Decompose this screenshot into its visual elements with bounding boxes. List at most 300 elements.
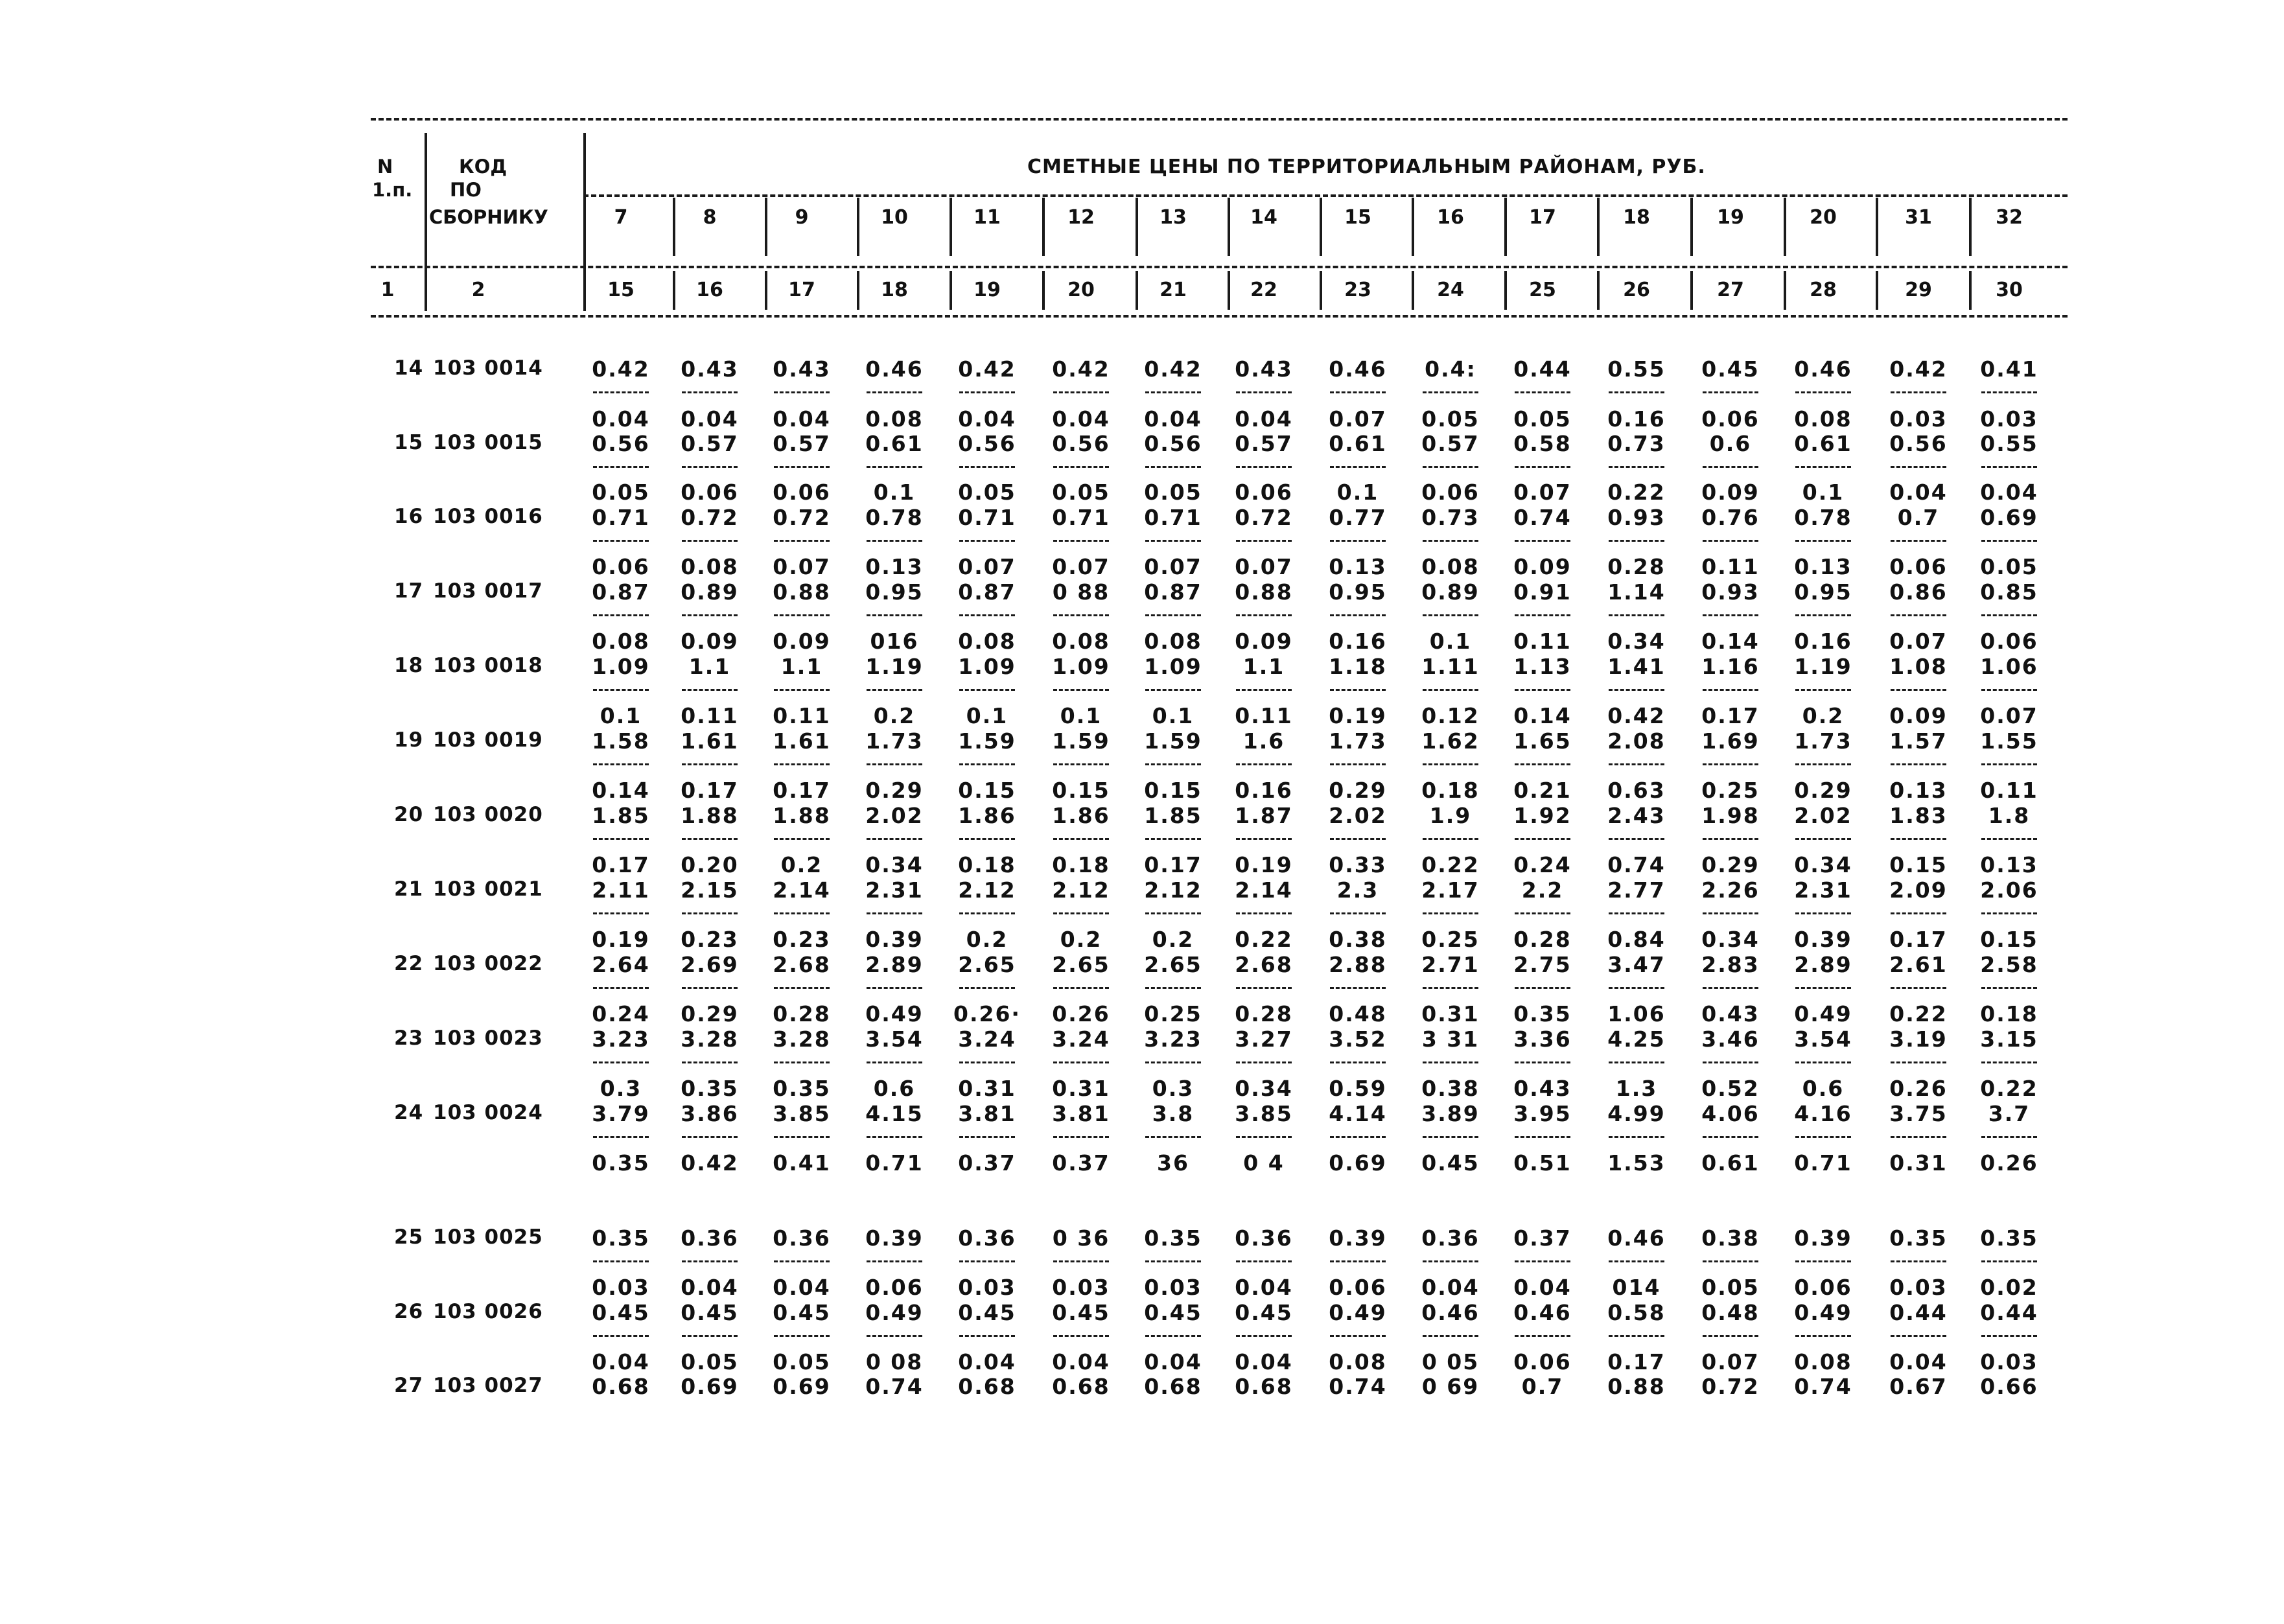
fraction-dash xyxy=(1515,1335,1570,1337)
value-cell: 0.72 xyxy=(1701,1374,1760,1399)
col-index: 23 xyxy=(1344,279,1371,301)
fraction-dash xyxy=(1053,540,1109,542)
fraction-dash xyxy=(1330,391,1386,393)
row-number: 20 xyxy=(394,803,424,826)
fraction-dash xyxy=(1981,1260,2037,1262)
fraction-dash xyxy=(1795,1260,1851,1262)
fraction-dash xyxy=(1423,391,1478,393)
value-cell: 0.26 xyxy=(1052,1001,1110,1027)
value-cell: 0.58 xyxy=(1513,431,1572,456)
region-divider xyxy=(1136,271,1138,310)
value-cell: 0.16 xyxy=(1329,629,1387,654)
value-cell: 1.3 xyxy=(1615,1076,1658,1101)
value-cell: 0.05 xyxy=(1421,406,1480,432)
value-cell: 0.04 xyxy=(592,1349,650,1375)
fraction-dash xyxy=(1891,1260,1946,1262)
value-cell: 0.87 xyxy=(958,579,1016,605)
value-cell: 0.11 xyxy=(681,703,739,728)
col-index: 17 xyxy=(788,279,815,301)
value-cell: 0.08 xyxy=(958,629,1016,654)
fraction-dash xyxy=(1609,1136,1664,1138)
value-cell: 0.1 xyxy=(1152,703,1194,728)
value-cell: 0.26 xyxy=(1980,1150,2038,1176)
value-cell: 0.06 xyxy=(1421,480,1480,505)
value-cell: 3.85 xyxy=(1235,1101,1293,1126)
value-cell: 0.42 xyxy=(1144,356,1202,382)
value-cell: 3.8 xyxy=(1152,1101,1194,1126)
fraction-dash xyxy=(682,614,738,616)
value-cell: 0.6 xyxy=(1802,1076,1845,1101)
fraction-dash xyxy=(1236,838,1292,840)
fraction-dash xyxy=(1053,466,1109,468)
value-cell: 0.71 xyxy=(592,505,650,530)
value-cell: 0.06 xyxy=(1980,629,2038,654)
value-cell: 0.59 xyxy=(1329,1076,1387,1101)
value-cell: 2.12 xyxy=(958,877,1016,903)
value-cell: 0.04 xyxy=(773,1275,831,1300)
fraction-dash xyxy=(1515,838,1570,840)
fraction-dash xyxy=(959,466,1015,468)
region-divider xyxy=(1597,271,1600,310)
fraction-dash xyxy=(1423,540,1478,542)
fraction-dash xyxy=(1145,391,1201,393)
value-cell: 0.25 xyxy=(1701,778,1760,803)
value-cell: 0.71 xyxy=(1144,505,1202,530)
value-cell: 2.12 xyxy=(1144,877,1202,903)
value-cell: 0.48 xyxy=(1329,1001,1387,1027)
region-divider xyxy=(673,271,675,310)
value-cell: 2.08 xyxy=(1607,728,1666,754)
value-cell: 2.11 xyxy=(592,877,650,903)
value-cell: 0.11 xyxy=(1980,778,2038,803)
fraction-dash xyxy=(774,466,830,468)
value-cell: 0.43 xyxy=(773,356,831,382)
value-cell: 0.2 xyxy=(780,852,823,877)
fraction-dash xyxy=(959,763,1015,765)
fraction-dash xyxy=(1236,763,1292,765)
value-cell: 3.19 xyxy=(1889,1027,1948,1052)
value-cell: 1.9 xyxy=(1429,803,1472,828)
header-mid-rule xyxy=(583,194,2068,197)
fraction-dash xyxy=(1795,838,1851,840)
value-cell: 4.06 xyxy=(1701,1101,1760,1126)
value-cell: 0.48 xyxy=(1701,1300,1760,1325)
fraction-dash xyxy=(1795,987,1851,989)
value-cell: 0.11 xyxy=(773,703,831,728)
value-cell: 0.04 xyxy=(1980,480,2038,505)
value-cell: 3.15 xyxy=(1980,1027,2038,1052)
value-cell: 0.03 xyxy=(1980,1349,2038,1375)
value-cell: 0 88 xyxy=(1052,579,1110,605)
value-cell: 0.28 xyxy=(773,1001,831,1027)
fraction-dash xyxy=(593,391,649,393)
value-cell: 0.38 xyxy=(1701,1225,1760,1251)
value-cell: 3.86 xyxy=(681,1101,739,1126)
value-cell: 0.07 xyxy=(773,554,831,579)
row-number: 24 xyxy=(394,1101,424,1124)
value-cell: 0.88 xyxy=(1607,1374,1666,1399)
region-divider xyxy=(1784,271,1786,310)
region-divider xyxy=(1504,198,1507,256)
value-cell: 0.42 xyxy=(1052,356,1110,382)
fraction-dash xyxy=(1795,1136,1851,1138)
value-cell: 0.2 xyxy=(1060,927,1102,952)
value-cell: 3.46 xyxy=(1701,1027,1760,1052)
fraction-dash xyxy=(1981,689,2037,691)
region-header: 19 xyxy=(1717,206,1744,229)
value-cell: 0.05 xyxy=(681,1349,739,1375)
value-cell: 0.08 xyxy=(1144,629,1202,654)
value-cell: 0.31 xyxy=(958,1076,1016,1101)
region-header: 10 xyxy=(881,206,908,229)
value-cell: 0.2 xyxy=(873,703,916,728)
col-index-n: 1 xyxy=(380,279,395,301)
fraction-dash xyxy=(1145,1260,1201,1262)
value-cell: 0.08 xyxy=(865,406,924,432)
value-cell: 0.61 xyxy=(1794,431,1852,456)
fraction-dash xyxy=(1795,1061,1851,1063)
fraction-dash xyxy=(774,1335,830,1337)
value-cell: 0.56 xyxy=(1889,431,1948,456)
n-label: N xyxy=(377,156,393,178)
value-cell: 4.15 xyxy=(865,1101,924,1126)
fraction-dash xyxy=(593,1260,649,1262)
value-cell: 3.95 xyxy=(1513,1101,1572,1126)
fraction-dash xyxy=(1236,1335,1292,1337)
value-cell: 0.6 xyxy=(873,1076,916,1101)
value-cell: 0.15 xyxy=(1889,852,1948,877)
fraction-dash xyxy=(1423,614,1478,616)
row-number: 22 xyxy=(394,952,424,975)
fraction-dash xyxy=(867,540,922,542)
fraction-dash xyxy=(1981,1136,2037,1138)
row-number: 17 xyxy=(394,579,424,603)
value-cell: 0.04 xyxy=(1513,1275,1572,1300)
row-code: 103 0023 xyxy=(433,1027,543,1050)
fraction-dash xyxy=(682,1061,738,1063)
value-cell: 4.16 xyxy=(1794,1101,1852,1126)
fraction-dash xyxy=(1053,987,1109,989)
fraction-dash xyxy=(959,1061,1015,1063)
value-cell: 0.19 xyxy=(1235,852,1293,877)
value-cell: 0.84 xyxy=(1607,927,1666,952)
value-cell: 0.07 xyxy=(1889,629,1948,654)
value-cell: 0.04 xyxy=(1889,480,1948,505)
fraction-dash xyxy=(1891,1136,1946,1138)
value-cell: 1.11 xyxy=(1421,654,1480,679)
value-cell: 0.74 xyxy=(1513,505,1572,530)
value-cell: 0.56 xyxy=(958,431,1016,456)
value-cell: 2.26 xyxy=(1701,877,1760,903)
value-cell: 0.3 xyxy=(1152,1076,1194,1101)
fraction-dash xyxy=(593,1136,649,1138)
value-cell: 3.23 xyxy=(1144,1027,1202,1052)
fraction-dash xyxy=(1423,838,1478,840)
value-cell: 0.03 xyxy=(958,1275,1016,1300)
fraction-dash xyxy=(1236,912,1292,914)
fraction-dash xyxy=(1515,1260,1570,1262)
fraction-dash xyxy=(774,1136,830,1138)
value-cell: 0.04 xyxy=(1889,1349,1948,1375)
value-cell: 0.29 xyxy=(1794,778,1852,803)
value-cell: 0.35 xyxy=(1980,1225,2038,1251)
value-cell: 1.59 xyxy=(958,728,1016,754)
header-divider xyxy=(583,133,586,311)
region-divider xyxy=(1412,271,1414,310)
region-header: 16 xyxy=(1437,206,1464,229)
fraction-dash xyxy=(1795,763,1851,765)
value-cell: 0.73 xyxy=(1607,431,1666,456)
fraction-dash xyxy=(959,540,1015,542)
value-cell: 0.51 xyxy=(1513,1150,1572,1176)
value-cell: 1.69 xyxy=(1701,728,1760,754)
value-cell: 0.19 xyxy=(592,927,650,952)
region-header: 18 xyxy=(1623,206,1650,229)
fraction-dash xyxy=(1703,1061,1758,1063)
value-cell: 0.06 xyxy=(1701,406,1760,432)
fraction-dash xyxy=(1609,1061,1664,1063)
value-cell: 0.04 xyxy=(681,406,739,432)
value-cell: 0.22 xyxy=(1607,480,1666,505)
value-cell: 0.18 xyxy=(1980,1001,2038,1027)
fraction-dash xyxy=(1703,540,1758,542)
fraction-dash xyxy=(1795,466,1851,468)
value-cell: 0.46 xyxy=(865,356,924,382)
fraction-dash xyxy=(1053,1061,1109,1063)
fraction-dash xyxy=(1981,614,2037,616)
value-cell: 0.03 xyxy=(1052,1275,1110,1300)
col-index: 19 xyxy=(973,279,1001,301)
row-code: 103 0024 xyxy=(433,1101,543,1124)
value-cell: 0.28 xyxy=(1513,927,1572,952)
fraction-dash xyxy=(959,1136,1015,1138)
value-cell: 0.78 xyxy=(1794,505,1852,530)
fraction-dash xyxy=(1515,614,1570,616)
fraction-dash xyxy=(774,1260,830,1262)
value-cell: 0.16 xyxy=(1607,406,1666,432)
value-cell: 1.8 xyxy=(1988,803,2031,828)
fraction-dash xyxy=(1423,1335,1478,1337)
value-cell: 0.38 xyxy=(1421,1076,1480,1101)
value-cell: 0.04 xyxy=(1144,1349,1202,1375)
value-cell: 0.17 xyxy=(773,778,831,803)
fraction-dash xyxy=(682,391,738,393)
value-cell: 0.05 xyxy=(592,480,650,505)
region-divider xyxy=(950,271,952,310)
value-cell: 0.26 xyxy=(1889,1076,1948,1101)
fraction-dash xyxy=(1423,763,1478,765)
value-cell: 1.92 xyxy=(1513,803,1572,828)
value-cell: 0.07 xyxy=(1235,554,1293,579)
fraction-dash xyxy=(1236,614,1292,616)
header-sub-rule xyxy=(371,266,2068,268)
value-cell: 0 69 xyxy=(1421,1374,1480,1399)
fraction-dash xyxy=(1330,1136,1386,1138)
value-cell: 2.77 xyxy=(1607,877,1666,903)
value-cell: 0.42 xyxy=(592,356,650,382)
fraction-dash xyxy=(1053,763,1109,765)
fraction-dash xyxy=(1515,540,1570,542)
value-cell: 1.62 xyxy=(1421,728,1480,754)
value-cell: 0.37 xyxy=(1052,1150,1110,1176)
value-cell: 0.1 xyxy=(1060,703,1102,728)
value-cell: 0.05 xyxy=(1513,406,1572,432)
value-cell: 0.45 xyxy=(773,1300,831,1325)
region-divider xyxy=(857,198,859,256)
value-cell: 0.36 xyxy=(681,1225,739,1251)
value-cell: 0.14 xyxy=(1513,703,1572,728)
region-header: 13 xyxy=(1159,206,1187,229)
fraction-dash xyxy=(1515,987,1570,989)
value-cell: 0.45 xyxy=(1701,356,1760,382)
value-cell: 0.07 xyxy=(1329,406,1387,432)
fraction-dash xyxy=(1145,987,1201,989)
value-cell: 1.85 xyxy=(592,803,650,828)
value-cell: 3 31 xyxy=(1421,1027,1480,1052)
fraction-dash xyxy=(1145,466,1201,468)
value-cell: 0.95 xyxy=(1329,579,1387,605)
value-cell: 0.68 xyxy=(958,1374,1016,1399)
fraction-dash xyxy=(682,838,738,840)
value-cell: 2.68 xyxy=(1235,952,1293,977)
value-cell: 0.45 xyxy=(1144,1300,1202,1325)
fraction-dash xyxy=(1145,614,1201,616)
region-header: 8 xyxy=(703,206,717,229)
value-cell: 0.05 xyxy=(958,480,1016,505)
value-cell: 0.61 xyxy=(1701,1150,1760,1176)
value-cell: 2.88 xyxy=(1329,952,1387,977)
value-cell: 2.14 xyxy=(1235,877,1293,903)
value-cell: 1.83 xyxy=(1889,803,1948,828)
value-cell: 0.06 xyxy=(1794,1275,1852,1300)
value-cell: 0.87 xyxy=(592,579,650,605)
col-index: 26 xyxy=(1623,279,1650,301)
value-cell: 0 08 xyxy=(865,1349,924,1375)
value-cell: 0.72 xyxy=(681,505,739,530)
fraction-dash xyxy=(867,987,922,989)
fraction-dash xyxy=(1609,540,1664,542)
value-cell: 0.57 xyxy=(773,431,831,456)
fraction-dash xyxy=(774,763,830,765)
region-header: 31 xyxy=(1905,206,1932,229)
value-cell: 2.31 xyxy=(865,877,924,903)
value-cell: 1.13 xyxy=(1513,654,1572,679)
fraction-dash xyxy=(959,391,1015,393)
row-code: 103 0022 xyxy=(433,952,543,975)
region-divider xyxy=(765,271,767,310)
value-cell: 0.04 xyxy=(1235,1349,1293,1375)
value-cell: 0.08 xyxy=(1794,1349,1852,1375)
value-cell: 3.89 xyxy=(1421,1101,1480,1126)
value-cell: 0.77 xyxy=(1329,505,1387,530)
value-cell: 0.46 xyxy=(1607,1225,1666,1251)
fraction-dash xyxy=(867,466,922,468)
value-cell: 0.04 xyxy=(681,1275,739,1300)
fraction-dash xyxy=(867,1136,922,1138)
value-cell: 2.65 xyxy=(1052,952,1110,977)
value-cell: 0.55 xyxy=(1607,356,1666,382)
value-cell: 0.07 xyxy=(1701,1349,1760,1375)
value-cell: 0.45 xyxy=(1052,1300,1110,1325)
fraction-dash xyxy=(1703,391,1758,393)
value-cell: 1.6 xyxy=(1242,728,1285,754)
fraction-dash xyxy=(593,614,649,616)
value-cell: 1.57 xyxy=(1889,728,1948,754)
value-cell: 0.07 xyxy=(1980,703,2038,728)
fraction-dash xyxy=(1891,614,1946,616)
fraction-dash xyxy=(682,689,738,691)
fraction-dash xyxy=(1330,614,1386,616)
col-index: 25 xyxy=(1529,279,1556,301)
value-cell: 0.07 xyxy=(1513,480,1572,505)
value-cell: 0.13 xyxy=(1980,852,2038,877)
value-cell: 0.72 xyxy=(773,505,831,530)
fraction-dash xyxy=(774,987,830,989)
value-cell: 0.24 xyxy=(592,1001,650,1027)
value-cell: 0.95 xyxy=(865,579,924,605)
col-index: 20 xyxy=(1067,279,1095,301)
value-cell: 0.42 xyxy=(1607,703,1666,728)
value-cell: 0.15 xyxy=(1052,778,1110,803)
value-cell: 0.44 xyxy=(1513,356,1572,382)
value-cell: 2.61 xyxy=(1889,952,1948,977)
row-number: 15 xyxy=(394,431,424,454)
value-cell: 0.55 xyxy=(1980,431,2038,456)
value-cell: 3.52 xyxy=(1329,1027,1387,1052)
value-cell: 1.58 xyxy=(592,728,650,754)
value-cell: 0.35 xyxy=(1513,1001,1572,1027)
value-cell: 0.13 xyxy=(865,554,924,579)
header-bottom-rule xyxy=(371,315,2068,318)
fraction-dash xyxy=(1891,1061,1946,1063)
col-index: 16 xyxy=(696,279,723,301)
value-cell: 2.2 xyxy=(1521,877,1564,903)
value-cell: 0.04 xyxy=(1235,1275,1293,1300)
value-cell: 0.26· xyxy=(953,1001,1021,1027)
fraction-dash xyxy=(774,391,830,393)
region-header: 15 xyxy=(1344,206,1371,229)
value-cell: 0.38 xyxy=(1329,927,1387,952)
value-cell: 4.99 xyxy=(1607,1101,1666,1126)
value-cell: 0.15 xyxy=(958,778,1016,803)
value-cell: 1.85 xyxy=(1144,803,1202,828)
value-cell: 0.42 xyxy=(1889,356,1948,382)
value-cell: 0 36 xyxy=(1052,1225,1110,1251)
fraction-dash xyxy=(959,1335,1015,1337)
value-cell: 0.13 xyxy=(1794,554,1852,579)
value-cell: 0.61 xyxy=(865,431,924,456)
value-cell: 0.07 xyxy=(958,554,1016,579)
row-code: 103 0025 xyxy=(433,1225,543,1249)
value-cell: 0.95 xyxy=(1794,579,1852,605)
fraction-dash xyxy=(1145,763,1201,765)
row-number: 18 xyxy=(394,654,424,677)
fraction-dash xyxy=(1145,838,1201,840)
row-code: 103 0014 xyxy=(433,356,543,380)
region-header: 32 xyxy=(1996,206,2023,229)
row-code: 103 0018 xyxy=(433,654,543,677)
col-index: 18 xyxy=(881,279,908,301)
fraction-dash xyxy=(1891,763,1946,765)
value-cell: 0.09 xyxy=(1701,480,1760,505)
fraction-dash xyxy=(1330,1335,1386,1337)
value-cell: 3.54 xyxy=(1794,1027,1852,1052)
value-cell: 0.09 xyxy=(681,629,739,654)
value-cell: 0.35 xyxy=(592,1150,650,1176)
value-cell: 0.85 xyxy=(1980,579,2038,605)
value-cell: 3.24 xyxy=(958,1027,1016,1052)
value-cell: 1.19 xyxy=(1794,654,1852,679)
